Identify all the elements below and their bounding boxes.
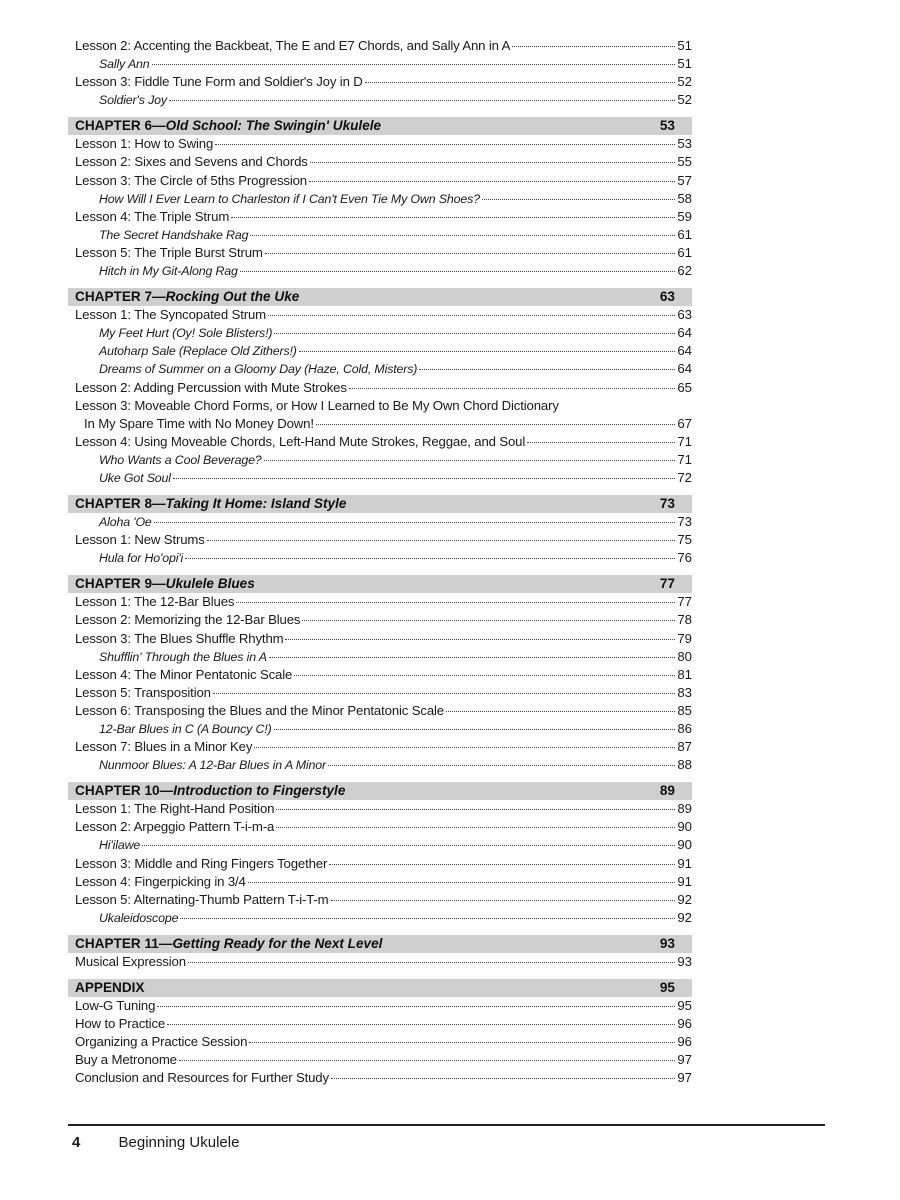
chapter-title xyxy=(75,935,382,953)
toc-song-entry xyxy=(68,469,692,487)
dot-leader xyxy=(349,388,676,389)
entry-page-number: 80 xyxy=(677,648,692,664)
entry-title: Uke Got Soul xyxy=(99,470,171,485)
chapter-title xyxy=(75,782,345,800)
entry-title: Lesson 2: Memorizing the 12-Bar Blues xyxy=(75,612,301,628)
chapter-subtitle: Introduction to Fingerstyle xyxy=(173,783,346,799)
entry-page-number: 89 xyxy=(677,801,692,817)
toc-lesson-entry xyxy=(68,684,692,702)
toc-lesson-entry xyxy=(68,593,692,611)
entry-title: Lesson 1: The Syncopated Strum xyxy=(75,307,266,323)
entry-page-number: 57 xyxy=(677,172,692,188)
entry-title: In My Spare Time with No Money Down! xyxy=(84,415,314,431)
dot-leader xyxy=(179,1060,675,1061)
toc-lesson-entry xyxy=(68,306,692,324)
toc-song-entry xyxy=(68,190,692,208)
entry-page-number: 76 xyxy=(677,550,692,566)
chapter-subtitle: Rocking Out the Uke xyxy=(165,289,300,305)
dot-leader xyxy=(294,675,675,676)
entry-title: Lesson 3: Middle and Ring Fingers Together xyxy=(75,855,328,871)
entry-title: Low-G Tuning xyxy=(75,998,156,1014)
toc-lesson-entry xyxy=(68,415,692,433)
entry-page-number: 92 xyxy=(677,909,692,925)
dot-leader xyxy=(276,809,675,810)
entry-page-number: 90 xyxy=(677,837,692,853)
entry-title: How to Practice xyxy=(75,1016,166,1032)
chapter-heading xyxy=(68,935,692,953)
entry-title: Lesson 7: Blues in a Minor Key xyxy=(75,739,253,755)
entry-page-number: 62 xyxy=(677,263,692,279)
chapter-page-number: 53 xyxy=(659,118,675,134)
entry-title: Lesson 4: Using Moveable Chords, Left-Hand Mute Strokes, Reggae, and Soul xyxy=(75,433,526,449)
dot-leader xyxy=(188,962,675,963)
entry-page-number: 83 xyxy=(677,684,692,700)
dot-leader xyxy=(309,181,675,182)
dot-leader xyxy=(213,693,675,694)
dot-leader xyxy=(329,864,675,865)
dot-leader xyxy=(446,711,675,712)
entry-page-number: 88 xyxy=(677,757,692,773)
entry-title: The Secret Handshake Rag xyxy=(99,227,249,242)
entry-page-number: 58 xyxy=(677,190,692,206)
entry-page-number: 61 xyxy=(677,226,692,242)
toc-lesson-entry xyxy=(68,738,692,756)
footer-book-title: Beginning Ukulele xyxy=(118,1134,240,1151)
dot-leader xyxy=(142,845,675,846)
chapter-heading xyxy=(68,979,692,997)
entry-page-number: 78 xyxy=(677,612,692,628)
toc-lesson-entry xyxy=(68,818,692,836)
chapter-title xyxy=(75,288,299,306)
dot-leader xyxy=(169,100,675,101)
toc-lesson-entry xyxy=(68,379,692,397)
entry-title: Lesson 4: The Triple Strum xyxy=(75,208,230,224)
entry-page-number: 95 xyxy=(677,998,692,1014)
entry-page-number: 53 xyxy=(677,136,692,152)
entry-title: Sally Ann xyxy=(99,57,150,72)
toc-lesson-entry xyxy=(68,1069,692,1087)
dot-leader xyxy=(274,729,676,730)
dot-leader xyxy=(207,540,676,541)
chapter-label: CHAPTER 10— xyxy=(75,783,174,799)
entry-page-number: 90 xyxy=(677,819,692,835)
toc-lesson-entry xyxy=(68,873,692,891)
dot-leader xyxy=(269,657,675,658)
entry-title: Lesson 1: New Strums xyxy=(75,532,205,548)
dot-leader xyxy=(157,1006,675,1007)
chapter-heading xyxy=(68,288,692,306)
toc-lesson-entry xyxy=(68,172,692,190)
dot-leader xyxy=(185,558,675,559)
toc-lesson-entry xyxy=(68,433,692,451)
chapter-heading xyxy=(68,575,692,593)
dot-leader xyxy=(302,620,675,621)
toc-lesson-entry xyxy=(68,153,692,171)
entry-title: Lesson 3: Fiddle Tune Form and Soldier's Joy in D xyxy=(75,74,363,90)
entry-title: Lesson 5: The Triple Burst Strum xyxy=(75,244,263,260)
dot-leader xyxy=(482,199,675,200)
entry-title: Musical Expression xyxy=(75,953,186,969)
toc-lesson-entry xyxy=(68,630,692,648)
toc-song-entry xyxy=(68,324,692,342)
entry-title: Lesson 2: Accenting the Backbeat, The E and E7 Chords, and Sally Ann in A xyxy=(75,38,511,53)
dot-leader xyxy=(299,351,676,352)
dot-leader xyxy=(419,369,675,370)
toc-song-entry xyxy=(68,720,692,738)
page-footer xyxy=(72,1134,239,1151)
entry-title: Conclusion and Resources for Further Study xyxy=(75,1070,329,1086)
entry-title: Lesson 1: How to Swing xyxy=(75,136,214,152)
entry-title: Who Wants a Cool Beverage? xyxy=(99,452,262,467)
chapter-page-number: 73 xyxy=(659,496,675,512)
entry-page-number: 75 xyxy=(677,532,692,548)
chapter-title xyxy=(75,575,255,593)
entry-page-number: 96 xyxy=(677,1016,692,1032)
toc-lesson-entry xyxy=(68,702,692,720)
toc-song-entry xyxy=(68,55,692,73)
toc-song-entry xyxy=(68,648,692,666)
entry-page-number: 93 xyxy=(677,953,692,969)
dot-leader xyxy=(264,460,676,461)
chapter-label: CHAPTER 11— xyxy=(75,935,173,951)
dot-leader xyxy=(152,64,676,65)
entry-title: Soldier's Joy xyxy=(99,93,167,108)
toc-lesson-entry xyxy=(68,666,692,684)
dot-leader xyxy=(173,478,675,479)
dot-leader xyxy=(167,1024,675,1025)
toc-lesson-entry xyxy=(68,855,692,873)
footer-page-number: 4 xyxy=(72,1134,81,1151)
dot-leader xyxy=(285,639,675,640)
entry-title: Nunmoor Blues: A 12-Bar Blues in A Minor xyxy=(99,758,326,773)
entry-title: Shufflin' Through the Blues in A xyxy=(99,649,267,664)
toc-lesson-entry xyxy=(68,244,692,262)
toc-song-entry xyxy=(68,226,692,244)
toc-song-entry xyxy=(68,91,692,109)
entry-page-number: 51 xyxy=(677,38,692,53)
entry-title: How Will I Ever Learn to Charleston if I Can't Even Tie My Own Shoes? xyxy=(99,191,480,206)
chapter-label: CHAPTER 9— xyxy=(75,576,166,592)
chapter-label: CHAPTER 6— xyxy=(75,118,166,134)
dot-leader xyxy=(249,1042,675,1043)
entry-title: Lesson 6: Transposing the Blues and the Minor Pentatonic Scale xyxy=(75,702,444,718)
table-of-contents xyxy=(68,37,692,1088)
entry-page-number: 77 xyxy=(677,594,692,610)
dot-leader xyxy=(331,1078,675,1079)
entry-page-number: 86 xyxy=(677,721,692,736)
toc-lesson-entry xyxy=(68,1033,692,1051)
dot-leader xyxy=(254,747,675,748)
entry-page-number: 63 xyxy=(677,307,692,323)
chapter-subtitle: Old School: The Swingin' Ukulele xyxy=(165,118,382,134)
chapter-label: APPENDIX xyxy=(75,980,145,996)
toc-lesson-entry xyxy=(68,37,692,55)
toc-lesson-entry xyxy=(68,891,692,909)
entry-page-number: 61 xyxy=(677,244,692,260)
entry-title: Lesson 1: The 12-Bar Blues xyxy=(75,594,235,610)
entry-page-number: 71 xyxy=(677,451,692,467)
toc-song-entry xyxy=(68,262,692,280)
chapter-subtitle: Ukulele Blues xyxy=(165,576,255,592)
dot-leader xyxy=(180,918,675,919)
entry-page-number: 52 xyxy=(677,74,692,90)
entry-title: Hitch in My Git-Along Rag xyxy=(99,264,238,279)
entry-page-number: 87 xyxy=(677,739,692,755)
entry-page-number: 91 xyxy=(677,855,692,871)
entry-page-number: 97 xyxy=(677,1052,692,1068)
entry-page-number: 73 xyxy=(677,514,692,530)
entry-page-number: 72 xyxy=(677,469,692,485)
toc-lesson-entry xyxy=(68,135,692,153)
dot-leader xyxy=(310,162,676,163)
entry-title: Lesson 1: The Right-Hand Position xyxy=(75,801,275,817)
toc-lesson-entry xyxy=(68,397,692,415)
toc-song-entry xyxy=(68,451,692,469)
chapter-subtitle: Getting Ready for the Next Level xyxy=(172,935,383,951)
entry-page-number: 97 xyxy=(677,1070,692,1086)
entry-title: Dreams of Summer on a Gloomy Day (Haze, Cold, Misters) xyxy=(99,362,418,377)
toc-song-entry xyxy=(68,342,692,360)
toc-song-entry xyxy=(68,909,692,927)
entry-title: My Feet Hurt (Oy! Sole Blisters!) xyxy=(99,326,273,341)
entry-page-number: 79 xyxy=(677,630,692,646)
chapter-page-number: 77 xyxy=(659,576,675,592)
toc-lesson-entry xyxy=(68,997,692,1015)
dot-leader xyxy=(512,46,675,47)
toc-lesson-entry xyxy=(68,531,692,549)
dot-leader xyxy=(274,333,675,334)
entry-page-number: 51 xyxy=(677,56,692,72)
entry-page-number: 85 xyxy=(677,702,692,718)
chapter-subtitle: Taking It Home: Island Style xyxy=(165,496,347,512)
entry-title: Ukaleidoscope xyxy=(99,910,179,925)
entry-title: Lesson 3: Moveable Chord Forms, or How I Learned to Be My Own Chord Dictionary xyxy=(75,397,559,413)
dot-leader xyxy=(328,765,675,766)
entry-title: Lesson 2: Adding Percussion with Mute Strokes xyxy=(75,379,347,395)
dot-leader xyxy=(215,144,675,145)
entry-title: Buy a Metronome xyxy=(75,1052,177,1068)
toc-lesson-entry xyxy=(68,953,692,971)
entry-page-number: 55 xyxy=(677,154,692,170)
entry-title: Organizing a Practice Session xyxy=(75,1034,248,1050)
toc-song-entry xyxy=(68,836,692,854)
toc-lesson-entry xyxy=(68,73,692,91)
chapter-page-number: 93 xyxy=(659,935,675,951)
dot-leader xyxy=(331,900,676,901)
toc-song-entry xyxy=(68,549,692,567)
entry-title: Aloha 'Oe xyxy=(99,515,152,530)
entry-page-number: 81 xyxy=(677,666,692,682)
entry-title: 12-Bar Blues in C (A Bouncy C!) xyxy=(99,722,272,736)
chapter-heading xyxy=(68,782,692,800)
dot-leader xyxy=(365,82,676,83)
chapter-label: CHAPTER 8— xyxy=(75,496,166,512)
entry-page-number: 71 xyxy=(677,433,692,449)
chapter-page-number: 89 xyxy=(659,783,675,799)
entry-page-number: 64 xyxy=(677,361,692,377)
entry-title: Hi'ilawe xyxy=(99,838,141,853)
entry-title: Lesson 2: Sixes and Sevens and Chords xyxy=(75,154,308,170)
dot-leader xyxy=(248,882,676,883)
entry-title: Autoharp Sale (Replace Old Zithers!) xyxy=(99,344,297,359)
entry-title: Lesson 4: Fingerpicking in 3/4 xyxy=(75,873,246,889)
entry-page-number: 64 xyxy=(677,325,692,341)
toc-song-entry xyxy=(68,513,692,531)
entry-page-number: 65 xyxy=(677,379,692,395)
entry-page-number: 59 xyxy=(677,208,692,224)
toc-lesson-entry xyxy=(68,1015,692,1033)
dot-leader xyxy=(265,253,676,254)
entry-page-number: 91 xyxy=(677,873,692,889)
dot-leader xyxy=(316,424,675,425)
toc-lesson-entry xyxy=(68,1051,692,1069)
entry-title: Lesson 3: The Circle of 5ths Progression xyxy=(75,172,307,188)
dot-leader xyxy=(154,522,676,523)
entry-page-number: 64 xyxy=(677,343,692,359)
toc-lesson-entry xyxy=(68,208,692,226)
toc-song-entry xyxy=(68,360,692,378)
entry-title: Lesson 3: The Blues Shuffle Rhythm xyxy=(75,630,284,646)
entry-title: Lesson 5: Alternating-Thumb Pattern T-i-T-m xyxy=(75,891,329,907)
entry-page-number: 52 xyxy=(677,92,692,108)
entry-title: Lesson 4: The Minor Pentatonic Scale xyxy=(75,666,293,682)
dot-leader xyxy=(276,827,675,828)
toc-lesson-entry xyxy=(68,611,692,629)
chapter-label: CHAPTER 7— xyxy=(75,289,166,305)
entry-title: Hula for Ho'opi'i xyxy=(99,551,184,566)
dot-leader xyxy=(236,602,675,603)
dot-leader xyxy=(527,442,675,443)
dot-leader xyxy=(240,271,676,272)
chapter-page-number: 95 xyxy=(659,980,675,996)
dot-leader xyxy=(231,217,675,218)
entry-title: Lesson 5: Transposition xyxy=(75,684,211,700)
chapter-title xyxy=(75,495,346,513)
chapter-page-number: 63 xyxy=(659,289,675,305)
toc-lesson-entry xyxy=(68,800,692,818)
entry-title: Lesson 2: Arpeggio Pattern T-i-m-a xyxy=(75,819,275,835)
chapter-title xyxy=(75,117,381,135)
entry-page-number: 67 xyxy=(677,415,692,431)
chapter-heading xyxy=(68,117,692,135)
toc-song-entry xyxy=(68,756,692,774)
footer-rule xyxy=(68,1124,825,1126)
chapter-heading xyxy=(68,495,692,513)
dot-leader xyxy=(268,315,675,316)
chapter-title xyxy=(75,979,145,997)
dot-leader xyxy=(250,235,675,236)
entry-page-number: 96 xyxy=(677,1034,692,1050)
entry-page-number: 92 xyxy=(677,891,692,907)
